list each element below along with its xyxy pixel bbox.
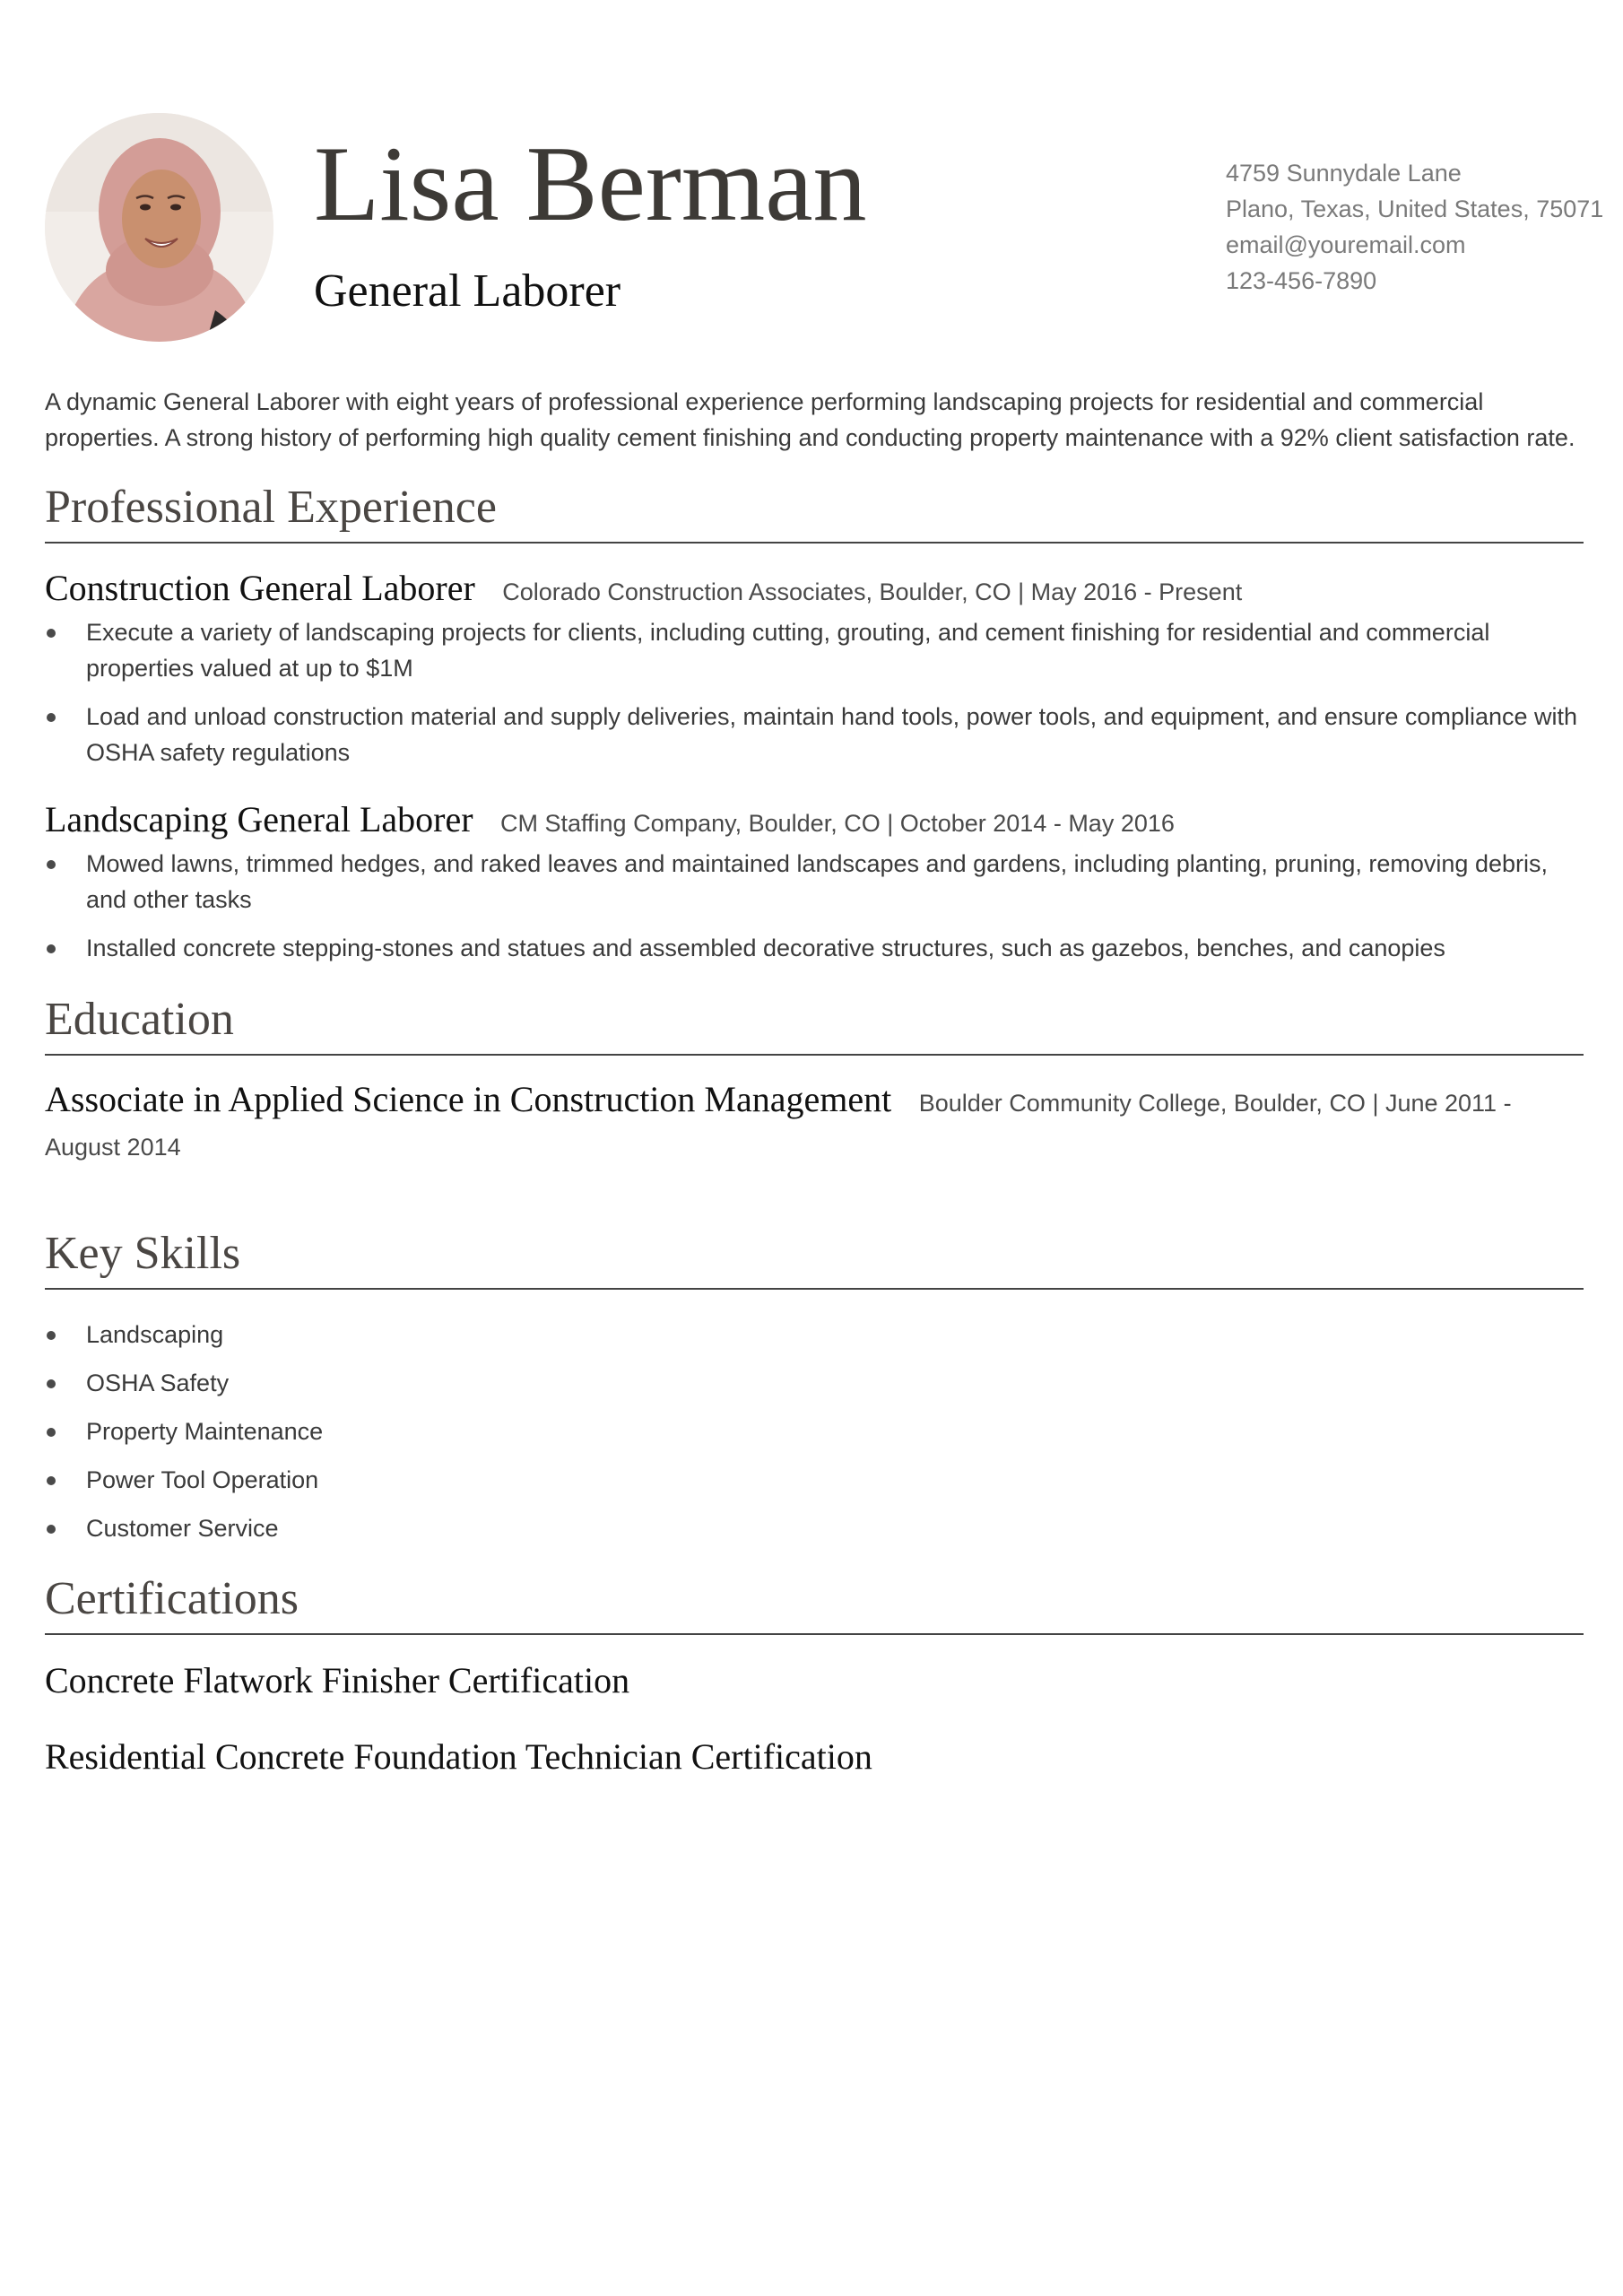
skills-heading: Key Skills (45, 1231, 1584, 1290)
list-item: Property Maintenance (45, 1413, 1584, 1449)
candidate-title: General Laborer (314, 265, 621, 317)
candidate-name: Lisa Berman (314, 124, 867, 243)
contact-block (1226, 155, 1602, 299)
skills-list (45, 1317, 1584, 1559)
certification-item: Concrete Flatwork Finisher Certification (45, 1660, 630, 1700)
experience-heading: Professional Experience (45, 484, 1584, 544)
contact-address: 4759 Sunnydale Lane (1226, 160, 1462, 187)
job-title: Landscaping General Laborer (45, 799, 473, 839)
job-meta: Colorado Construction Associates, Boulder, CO | May 2016 - Present (502, 578, 1243, 605)
list-item: Customer Service (45, 1510, 1584, 1546)
education-heading: Education (45, 996, 1584, 1056)
job-entry-header (45, 800, 1584, 848)
list-item: Mowed lawns, trimmed hedges, and raked leaves and maintained landscapes and gardens, including planting, pruning, removing debris, and other tasks (45, 846, 1584, 918)
list-item: Load and unload construction material and supply deliveries, maintain hand tools, power tools, and equipment, and ensure compliance with OSHA safety regulations (45, 699, 1584, 770)
education-entry (45, 1080, 1584, 1171)
certifications-heading: Certifications (45, 1576, 1584, 1635)
job-entry-header (45, 569, 1584, 616)
contact-city: Plano, Texas, United States, 75071 (1226, 196, 1604, 222)
list-item: Power Tool Operation (45, 1462, 1584, 1498)
summary-paragraph: A dynamic General Laborer with eight years of professional experience performing landscaping projects for residential and commercial properties. A strong history of performing high quality cement finishing and conducting property maintenance with a 92% client satisfaction rate. (45, 388, 1575, 451)
education-meta: Boulder Community College, Boulder, CO | June 2011 - August 2014 (45, 1090, 1512, 1161)
contact-email[interactable]: email@youremail.com (1226, 231, 1466, 258)
job-bullets (45, 614, 1584, 783)
profile-photo-illustration (45, 113, 273, 342)
job-title: Construction General Laborer (45, 568, 475, 608)
profile-photo (45, 113, 273, 342)
list-item: Execute a variety of landscaping projects for clients, including cutting, grouting, and cement finishing for residential and commercial properties valued at up to $1M (45, 614, 1584, 686)
job-meta: CM Staffing Company, Boulder, CO | October 2014 - May 2016 (500, 810, 1175, 837)
contact-phone[interactable]: 123-456-7890 (1226, 267, 1377, 294)
list-item: Landscaping (45, 1317, 1584, 1352)
degree-title: Associate in Applied Science in Construction Management (45, 1079, 892, 1119)
list-item: Installed concrete stepping-stones and statues and assembled decorative structures, such as gazebos, benches, and canopies (45, 930, 1584, 966)
job-bullets (45, 846, 1584, 978)
list-item: OSHA Safety (45, 1365, 1584, 1401)
certification-item: Residential Concrete Foundation Technician Certification (45, 1736, 872, 1777)
